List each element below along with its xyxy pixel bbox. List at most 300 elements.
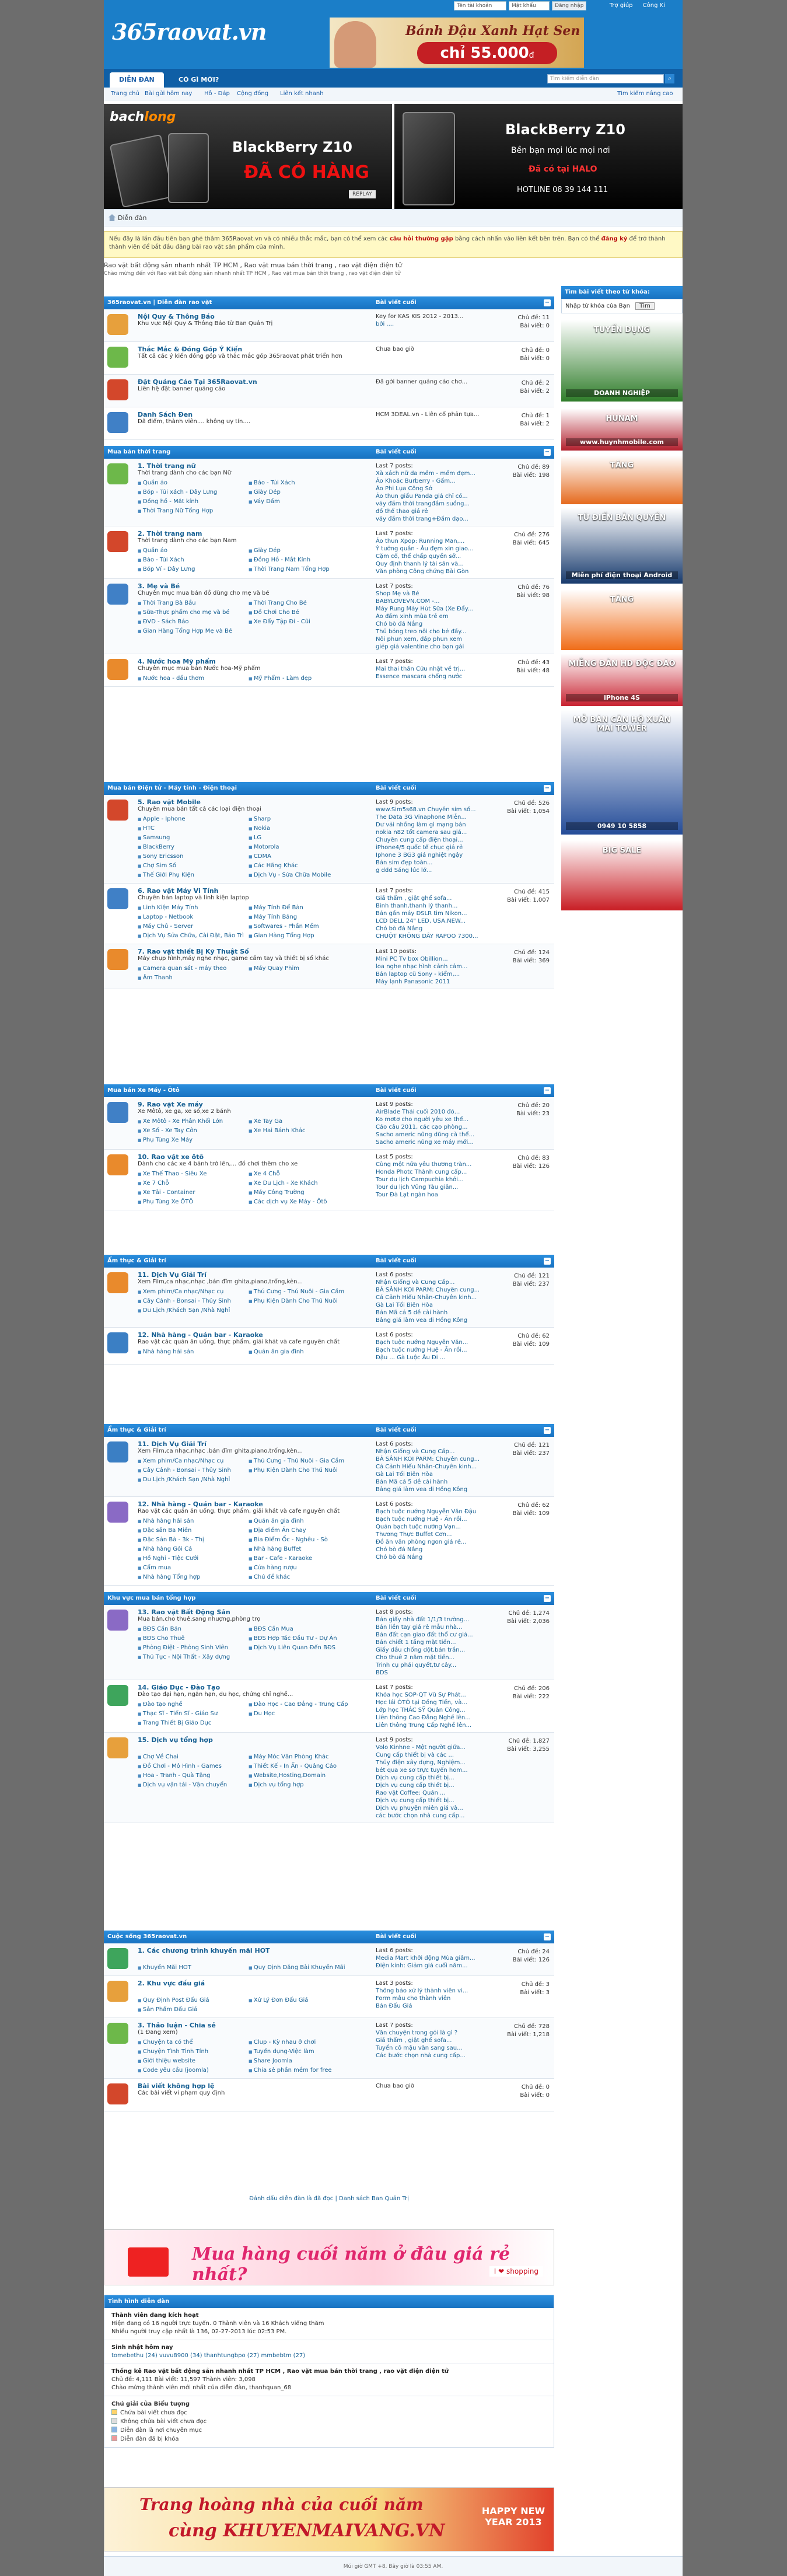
last-post-link[interactable]: Tour du lịch Campuchia khởi... [376, 1177, 464, 1183]
last-post-link[interactable]: iPhone4/5 quốc tế chục giá rẻ [376, 844, 463, 851]
subforum-link[interactable]: ■ Du Lịch /Khách Sạn /Nhà Nghỉ [138, 1306, 249, 1315]
last-post-link[interactable]: Sacho americ nũng xe máy mới... [376, 1139, 474, 1146]
subforum-link[interactable]: ■ Máy Quay Phim [249, 964, 359, 973]
collapse-icon[interactable]: − [544, 785, 550, 791]
subforum-link[interactable]: ■ Báo - Túi Xách [138, 556, 249, 565]
collapse-icon[interactable]: − [544, 449, 550, 455]
password-field[interactable]: Mật khẩu [509, 1, 550, 11]
subforum-link[interactable]: ■ Cây Cảnh - Bonsai - Thủy Sinh [138, 1297, 249, 1306]
username-field[interactable]: Tên tài khoản [454, 1, 506, 11]
last-post-link[interactable]: Rao vặt Coffee: Quán ... [376, 1790, 446, 1796]
subforum-link[interactable]: ■ BĐS Cần Bán [138, 1625, 249, 1634]
subforum-link[interactable]: ■ BlackBerry [138, 843, 249, 852]
subforum-link[interactable]: ■ Quy Định Post Đấu Giá [138, 1996, 249, 2005]
last-post-link[interactable]: Tuyển cô mậu văn sang sau... [376, 2045, 463, 2051]
last-post-link[interactable]: Quy định thanh lý tài sản và... [376, 561, 464, 567]
forum-title[interactable]: 3. Thảo luận - Chia sẻ [138, 2022, 216, 2029]
subforum-link[interactable]: ■ LG [249, 833, 359, 843]
header-banner-ad[interactable] [330, 18, 584, 68]
last-post-link[interactable]: Ko mơtơ cho người yêu xe thể... [376, 1116, 469, 1123]
subforum-link[interactable]: ■ Xem phim/Ca nhạc/Nhạc cụ [138, 1457, 249, 1466]
category-header[interactable]: Ẩm thực & Giải trí Bài viết cuối − [104, 1424, 554, 1437]
subforum-link[interactable]: ■ Nhà hàng hải sản [138, 1348, 249, 1357]
collapse-icon[interactable]: − [544, 1087, 550, 1094]
subforum-link[interactable]: ■ Đào Học - Cao Đẳng - Trung Cấp [249, 1700, 359, 1709]
subforum-link[interactable]: ■ Gian Hàng Tổng Hợp Mẹ và Bé [138, 627, 249, 636]
last-post-link[interactable]: Cung cấp thiết bị và các ... [376, 1752, 454, 1758]
last-post-link[interactable]: Bán laptop cũ Sony - kiểm,... [376, 971, 460, 978]
last-post-link[interactable]: Key for KAS KIS 2012 - 2013... [376, 313, 464, 320]
category-header[interactable]: Cuộc sống 365raovat.vn Bài viết cuối − [104, 1931, 554, 1943]
last-post-link[interactable]: Iphone 3 BG3 giá nghiệt ngậy [376, 852, 463, 858]
last-post-link[interactable]: Bình thanh,thanh lý thanh... [376, 903, 458, 909]
last-post-link[interactable]: Chưa bao giờ [376, 2083, 414, 2089]
subforum-link[interactable]: ■ Giới thiệu website [138, 2057, 249, 2066]
last-post-link[interactable]: Cùng một nửa yêu thương tràn... [376, 1161, 472, 1168]
subforum-link[interactable]: ■ Hồ Nghi - Tiệc Cưới [138, 1554, 249, 1563]
subforum-link[interactable]: ■ Đặc sản Ba Miền [138, 1526, 249, 1535]
forum-title[interactable]: Đặt Quảng Cáo Tại 365Raovat.vn [138, 378, 257, 386]
last-post-link[interactable]: loa nghe nhạc hình cảnh cảm... [376, 964, 468, 970]
keyword-go-button[interactable]: Tìm [635, 302, 655, 310]
subforum-link[interactable]: ■ Xe Du Lịch - Xe Khách [249, 1179, 359, 1188]
last-post-link[interactable]: Nôi phun xem, đáp phun xem [376, 636, 463, 643]
subforum-link[interactable]: ■ Bar - Cafe - Karaoke [249, 1554, 359, 1563]
forum-title[interactable]: 11. Dịch Vụ Giải Trí [138, 1271, 207, 1279]
subforum-link[interactable]: ■ CDMA [249, 852, 359, 861]
last-post-link[interactable]: Mini PC Tv box Obillion... [376, 956, 448, 962]
last-post-link[interactable]: HCM 3DEAL.vn - Liên cố phản tựa... [376, 411, 480, 418]
subforum-link[interactable]: ■ Cẩm mua [138, 1563, 249, 1573]
subforum-link[interactable]: ■ Phụ Kiện Dành Cho Thú Nuôi [249, 1466, 359, 1475]
subforum-link[interactable]: ■ Hoa - Tranh - Quà Tặng [138, 1771, 249, 1781]
subforum-link[interactable]: ■ Đồ Chơi - Mỏ Hình - Games [138, 1762, 249, 1771]
subforum-link[interactable]: ■ Đồng Hồ - Mắt Kính [249, 556, 359, 565]
subforum-link[interactable]: ■ Đồ Chơi Cho Bé [249, 608, 359, 617]
last-post-link[interactable]: Các bước chọn nhà cung cấp... [376, 2053, 466, 2059]
last-post-link[interactable]: Volo Kinhne - Một ngườt giữa... [376, 1744, 466, 1751]
last-post-link[interactable]: Chó bò đá Nắng [376, 926, 423, 932]
collapse-icon[interactable]: − [544, 1933, 550, 1940]
subforum-link[interactable]: ■ Máy Móc Văn Phòng Khác [249, 1753, 359, 1762]
last-post-link[interactable]: Đồ ăn văn phòng ngon giá rẻ... [376, 1539, 467, 1545]
collapse-icon[interactable]: − [544, 1258, 550, 1264]
last-post-link[interactable]: Gà Lai Tối Biên Hòa [376, 1302, 433, 1308]
subforum-link[interactable]: ■ Nhà hàng Tổng hợp [138, 1573, 249, 1582]
last-post-link[interactable]: Last 7 posts: [376, 583, 413, 589]
last-post-link[interactable]: Last 9 posts: [376, 799, 413, 805]
last-post-link[interactable]: Last 6 posts: [376, 1501, 413, 1507]
last-post-link[interactable]: Chưa bao giờ [376, 346, 414, 352]
keyword-input[interactable]: Nhập từ khóa của Bạn [565, 303, 630, 309]
last-post-link[interactable]: g ddd Sáng lúc lớ... [376, 867, 432, 874]
subforum-link[interactable]: ■ Địa điểm Ăn Chay [249, 1526, 359, 1535]
last-post-link[interactable]: Bán Mã cá 5 dề cài hành [376, 1310, 448, 1316]
subforum-link[interactable]: ■ Code yêu cầu (joomla) [138, 2066, 249, 2075]
subforum-link[interactable]: ■ Xe Thế Thao - Siêu Xe [138, 1170, 249, 1179]
subforum-link[interactable]: ■ Dịch Vụ Sửa Chữa, Cài Đặt, Bảo Trì [138, 931, 249, 941]
collapse-icon[interactable]: − [544, 1595, 550, 1601]
help-link[interactable]: Trợ giúp [609, 2, 633, 9]
last-post-link[interactable]: Thương Thực Buffet Cơn... [376, 1531, 452, 1538]
subforum-link[interactable]: ■ Samsung [138, 833, 249, 843]
last-post-link[interactable]: BABYLOVEVN.COM -... [376, 598, 440, 605]
sidebar-ad[interactable] [561, 840, 683, 910]
home-icon[interactable] [109, 214, 116, 221]
subforum-link[interactable]: ■ Xe 7 Chỗ [138, 1179, 249, 1188]
subforum-link[interactable]: ■ Máy Tính Bảng [249, 913, 359, 922]
last-post-link[interactable]: Bán sim đẹp toàn... [376, 860, 433, 866]
subforum-link[interactable]: ■ Gian Hàng Tổng Hợp [249, 931, 359, 941]
subforum-link[interactable]: ■ Xe 4 Chỗ [249, 1170, 359, 1179]
subforum-link[interactable]: ■ Linh Kiện Máy Tính [138, 903, 249, 913]
last-post-link[interactable]: các bước chọn nhà cung cấp... [376, 1813, 465, 1819]
last-post-link[interactable]: Văn phòng Công chứng Bài Gòn [376, 568, 469, 575]
last-post-link[interactable]: Cặm cố, thế chấp quyền sở... [376, 553, 461, 560]
forum-title[interactable]: 11. Dịch Vụ Giải Trí [138, 1440, 207, 1448]
collapse-icon[interactable]: − [544, 1427, 550, 1433]
last-post-link[interactable]: Last 5 posts: [376, 1154, 413, 1160]
subforum-link[interactable]: ■ Xe Tay Ga [249, 1117, 359, 1126]
last-post-link[interactable]: váy đầm thời trang+Đầm dạo... [376, 516, 468, 522]
subforum-link[interactable]: ■ Váy Đầm [249, 497, 359, 507]
last-post-link[interactable]: Nhận Giống và Cung Cấp... [376, 1448, 455, 1455]
subforum-link[interactable]: ■ Quần áo [138, 546, 249, 556]
search-icon[interactable]: ⌕ [665, 74, 674, 83]
subforum-link[interactable]: ■ Nhà hàng Buffet [249, 1545, 359, 1554]
last-post-link[interactable]: Giả thẩm , giật ghế sofa... [376, 2037, 452, 2044]
category-header[interactable]: Mua bán thời trang Bài viết cuối − [104, 446, 554, 459]
faq-link[interactable]: câu hỏi thường gặp [389, 236, 453, 242]
subforum-link[interactable]: ■ Sony Ericsson [138, 852, 249, 861]
last-post-link[interactable]: Áo Phi Lụa Công Sở [376, 486, 432, 492]
last-post-link[interactable]: BÁ SÂNH KOI PARM: Chuyên cung... [376, 1456, 480, 1462]
subforum-link[interactable]: ■ BĐS Hợp Tác Đầu Tư - Dự Án [249, 1634, 359, 1643]
last-post-link[interactable]: Cáo câu 2011, các cạo phòng... [376, 1124, 468, 1130]
subforum-link[interactable]: ■ BĐS Cần Mua [249, 1625, 359, 1634]
subforum-link[interactable]: ■ Chia sẻ phần mềm for free [249, 2066, 359, 2075]
subforum-link[interactable]: ■ Đồng hồ - Mắt kính [138, 497, 249, 507]
category-header[interactable]: 365raovat.vn | Diễn đàn rao vặt Bài viết cuối − [104, 296, 554, 309]
subforum-link[interactable]: ■ Motorola [249, 843, 359, 852]
last-post-link[interactable]: bởi .... [376, 321, 394, 327]
last-post-link[interactable]: Bạch tuộc nướng Nguyễn Văn Đậu [376, 1509, 477, 1515]
last-post-link[interactable]: Dịch vụ cung cấp thiết bị... [376, 1797, 454, 1804]
subforum-link[interactable]: ■ Nokia [249, 824, 359, 833]
sidebar-ad[interactable] [561, 654, 683, 706]
last-post-link[interactable]: Media Mart khởi động Mùa giảm... [376, 1955, 475, 1961]
last-post-link[interactable]: Last 10 posts: [376, 948, 417, 955]
subforum-link[interactable]: ■ Laptop - Netbook [138, 913, 249, 922]
subforum-link[interactable]: ■ Mỹ Phẩm - Làm đẹp [249, 674, 359, 683]
subforum-link[interactable]: ■ Apple - Iphone [138, 815, 249, 824]
last-post-link[interactable]: Last 6 posts: [376, 1441, 413, 1447]
subforum-link[interactable]: ■ Thời Trang Nam Tổng Hợp [249, 565, 359, 574]
category-header[interactable]: Mua bán Xe Máy - Ôtô Bài viết cuối − [104, 1084, 554, 1097]
last-post-link[interactable]: Ý tưởng quần - Âu đẹm xin giao... [376, 546, 474, 552]
subforum-link[interactable]: ■ Thạc Sĩ - Tiến Sĩ - Giáo Sư [138, 1709, 249, 1719]
subforum-link[interactable]: ■ Du Học [249, 1709, 359, 1719]
forum-title[interactable]: 2. Khu vực đấu giá [138, 1980, 205, 1987]
last-post-link[interactable]: Quán bạch tuộc nướng Vạn... [376, 1524, 461, 1530]
forum-title[interactable]: 5. Rao vặt Mobile [138, 798, 201, 806]
sidebar-ad[interactable] [561, 508, 683, 584]
subforum-link[interactable]: ■ Máy Công Trường [249, 1188, 359, 1198]
last-post-link[interactable]: Dịch vụ phuyện miên giá và... [376, 1805, 463, 1811]
subforum-link[interactable]: ■ Cửa hàng rượu [249, 1563, 359, 1573]
last-post-link[interactable]: Văn chuyện trong gói là gì ? [376, 2030, 458, 2036]
subforum-link[interactable]: ■ Dịch Vụ Liên Quan Đến BĐS [249, 1643, 359, 1653]
subforum-link[interactable]: ■ Trang Thiết Bị Giáo Dục [138, 1719, 249, 1728]
last-post-link[interactable]: Last 7 posts: [376, 1684, 413, 1691]
forum-title[interactable]: 7. Rao vặt thiết Bị Kỹ Thuật Số [138, 948, 249, 955]
last-post-link[interactable]: Dịch vụ cung cấp thiết bị... [376, 1782, 454, 1789]
subforum-link[interactable]: ■ Bóp Ví - Dây Lưng [138, 565, 249, 574]
subforum-link[interactable]: ■ Nhà hàng hải sản [138, 1517, 249, 1526]
last-post-link[interactable]: bét qua xe sơ trực tuyến hom... [376, 1767, 468, 1774]
subforum-link[interactable]: ■ Clup - Kỳ nhau ở chơi [249, 2038, 359, 2047]
subforum-link[interactable]: ■ Âm Thanh [138, 973, 249, 983]
subforum-link[interactable]: ■ Khuyến Mãi HOT [138, 1963, 249, 1973]
subnav-quick-links[interactable]: Liên kết nhanh [280, 90, 324, 97]
subforum-link[interactable]: ■ Xe Đẩy Tập Đi - Cũi [249, 617, 359, 627]
last-post-link[interactable]: Last 3 posts: [376, 1980, 413, 1987]
subforum-link[interactable]: ■ Thú Cưng - Thú Nuôi - Gia Cầm [249, 1287, 359, 1297]
tab-forum[interactable]: DIỄN ĐÀN [110, 72, 164, 88]
subforum-link[interactable]: ■ Nhà hàng Gỏi Cá [138, 1545, 249, 1554]
subforum-link[interactable]: ■ Máy Tính Để Bàn [249, 903, 359, 913]
last-post-link[interactable]: The Data 3G Vinaphone Miễn... [376, 814, 467, 821]
subforum-link[interactable]: ■ Chợ Sim Số [138, 861, 249, 871]
sidebar-ad[interactable] [561, 589, 683, 650]
last-post-link[interactable]: Mai thai thân Cửu nhật về trị... [376, 666, 466, 672]
last-post-link[interactable]: Điện kinh: Giảm giá cuối năm... [376, 1963, 468, 1969]
forum-footer-links[interactable]: Đánh dấu diễn đàn là đã đọc | Danh sách Ban Quản Trị [249, 2195, 409, 2202]
subforum-link[interactable]: ■ Sharp [249, 815, 359, 824]
last-post-link[interactable]: Thủ bóng treo nôi cho bé đầy... [376, 629, 467, 635]
last-post-link[interactable]: Chó bò đá Nắng [376, 621, 423, 627]
last-post-link[interactable]: Last 9 posts: [376, 1737, 413, 1743]
category-header[interactable]: Ẩm thực & Giải trí Bài viết cuối − [104, 1255, 554, 1268]
forum-title[interactable]: Nội Quy & Thông Báo [138, 313, 215, 320]
subforum-link[interactable]: ■ Thủ Tục - Nội Thất - Xây dựng [138, 1653, 249, 1662]
subforum-link[interactable]: ■ HTC [138, 824, 249, 833]
last-post-link[interactable]: Cho thuê 2 năm mặt tiền... [376, 1654, 455, 1661]
last-post-link[interactable]: Last 6 posts: [376, 1947, 413, 1954]
last-post-link[interactable]: Bán Mã cá 5 dề cài hành [376, 1479, 448, 1485]
last-post-link[interactable]: Bạch tuộc nướng Huệ - Ăn rồi... [376, 1516, 467, 1523]
last-post-link[interactable]: Form mẫu cho thành viên [376, 1995, 451, 2002]
forum-title[interactable]: Danh Sách Đen [138, 411, 193, 418]
last-post-link[interactable]: Last 6 posts: [376, 1272, 413, 1278]
last-post-link[interactable]: Áo đầm xinh mùa trẻ em [376, 613, 449, 620]
last-post-link[interactable]: nokia n82 tốt camera sau giá... [376, 829, 467, 836]
forum-title[interactable]: 9. Rao vặt Xe máy [138, 1101, 203, 1108]
shopping-banner-ad[interactable] [104, 2229, 554, 2285]
subforum-link[interactable]: ■ Giày Dép [249, 488, 359, 497]
last-post-link[interactable]: Cá Cảnh Hiếu Nhân-Chuyên kinh... [376, 1464, 477, 1470]
subforum-link[interactable]: ■ Chuyện ta có thể [138, 2038, 249, 2047]
site-logo[interactable]: 365raovat.vn [112, 19, 267, 45]
subforum-link[interactable]: ■ Xử Lý Đơn Đấu Giá [249, 1996, 359, 2005]
last-post-link[interactable]: Máy lạnh Panasonic 2011 [376, 979, 450, 985]
subforum-link[interactable]: ■ Dịch vụ vận tải - Vận chuyển [138, 1781, 249, 1790]
subforum-link[interactable]: ■ Thời Trang Cho Bé [249, 599, 359, 608]
last-post-link[interactable]: Xà xách nữ da mềm - mềm đẹm... [376, 470, 475, 477]
last-post-link[interactable]: Bán chiết 1 tầng mặt tiền... [376, 1639, 456, 1646]
last-post-link[interactable]: Đậu ... Gà Luộc Âu Đi ... [376, 1355, 446, 1361]
last-post-link[interactable]: Liên thông Cao Đẳng Nghề lên... [376, 1715, 471, 1721]
tab-whats-new[interactable]: CÓ GÌ MỚI? [179, 76, 219, 83]
last-post-link[interactable]: Essence mascara chống nước [376, 673, 463, 680]
forum-title[interactable]: 1. Thời trang nữ [138, 462, 196, 470]
forum-title[interactable]: 15. Dịch vụ tổng hợp [138, 1736, 213, 1744]
replay-button[interactable]: REPLAY [349, 190, 376, 198]
subforum-link[interactable]: ■ Dịch vụ tổng hợp [249, 1781, 359, 1790]
search-input[interactable]: Tìm kiếm diễn đàn [547, 74, 664, 83]
subforum-link[interactable]: ■ Dịch Vụ - Sửa Chữa Mobile [249, 871, 359, 880]
blackberry-banner-right[interactable] [394, 104, 683, 209]
last-post-link[interactable]: Máy Rung Máy Hút Sữa (Xe Đẩy... [376, 606, 473, 612]
forum-title[interactable]: Thắc Mắc & Đóng Góp Ý Kiến [138, 345, 243, 353]
new-year-banner-ad[interactable] [104, 2487, 554, 2551]
last-post-link[interactable]: Last 7 posts: [376, 888, 413, 894]
last-post-link[interactable]: Lớp học THÁC SỸ Quản Công... [376, 1707, 466, 1713]
last-post-link[interactable]: Áo Khoác Burberry - Gấm... [376, 478, 456, 484]
subforum-link[interactable]: ■ Đào tạo nghề [138, 1700, 249, 1709]
register-link[interactable]: đăng ký [601, 236, 628, 242]
last-post-link[interactable]: Dịch vụ cung cấp thiết bị... [376, 1775, 454, 1781]
last-post-link[interactable]: LCD DELL 24" LED, USA,NEW... [376, 918, 466, 924]
last-post-link[interactable]: Tour Đà Lạt ngàn hoa [376, 1192, 438, 1198]
advanced-search-link[interactable]: Tìm kiếm nâng cao [617, 90, 673, 97]
last-post-link[interactable]: đồ thể thao giá rẻ [376, 508, 428, 515]
subforum-link[interactable]: ■ Bia Điểm Ốc - Nghêu - Sò [249, 1535, 359, 1545]
subforum-link[interactable]: ■ Phụ Kiện Dành Cho Thú Nuôi [249, 1297, 359, 1306]
subforum-link[interactable]: ■ Cây Cảnh - Bonsai - Thủy Sinh [138, 1466, 249, 1475]
last-post-link[interactable]: BÁ SÂNH KOI PARM: Chuyên cung... [376, 1287, 480, 1293]
forum-title[interactable]: 1. Các chương trình khuyến mãi HOT [138, 1947, 270, 1954]
tools-link[interactable]: Công Ki [642, 2, 665, 9]
subforum-link[interactable]: ■ Xe Hai Bánh Khác [249, 1126, 359, 1136]
last-post-link[interactable]: Last 7 posts: [376, 530, 413, 537]
last-post-link[interactable]: Thông báo xử lý thành viên vi... [376, 1988, 468, 1994]
last-post-link[interactable]: Last 9 posts: [376, 1101, 413, 1108]
last-post-link[interactable]: Giả thẩm , giật ghế sofa... [376, 895, 452, 902]
subforum-link[interactable]: ■ Bóp - Túi xách - Dây Lưng [138, 488, 249, 497]
subforum-link[interactable]: ■ Tuyển dụng-Việc làm [249, 2047, 359, 2057]
last-post-link[interactable]: Last 6 posts: [376, 1332, 413, 1338]
forum-title[interactable]: 2. Thời trang nam [138, 530, 202, 537]
subforum-link[interactable]: ■ Sữa-Thực phẩm cho mẹ và bé [138, 608, 249, 617]
last-post-link[interactable]: Chó bò đá Nắng [376, 1554, 423, 1561]
subforum-link[interactable]: ■ Share Joomla [249, 2057, 359, 2066]
forum-title[interactable]: 12. Nhà hàng - Quán bar - Karaoke [138, 1500, 263, 1508]
subnav-faq[interactable]: Hỗ - Đáp [204, 90, 230, 97]
last-post-link[interactable]: Áo thun giấu Panda giá chỉ có... [376, 493, 468, 500]
last-post-link[interactable]: Bạch tuộc nướng Nguyễn Văn... [376, 1339, 468, 1346]
subforum-link[interactable]: ■ Sản Phẩm Đấu Giá [138, 2005, 249, 2015]
last-post-link[interactable]: Bảng giá làm vea di Hồng Kông [376, 1317, 468, 1324]
subforum-link[interactable]: ■ Quy Định Đăng Bài Khuyến Mãi [249, 1963, 359, 1973]
last-post-link[interactable]: Last 8 posts: [376, 1609, 413, 1615]
last-post-link[interactable]: Liên thông Trung Cấp Nghề lên... [376, 1722, 472, 1729]
subforum-link[interactable]: ■ Thú Cưng - Thú Nuôi - Gia Cầm [249, 1457, 359, 1466]
subforum-link[interactable]: ■ Báo - Túi Xách [249, 479, 359, 488]
last-post-link[interactable]: AirBlade Thái cuối 2010 đỏ... [376, 1109, 460, 1115]
subforum-link[interactable]: ■ BĐS Cho Thuê [138, 1634, 249, 1643]
last-post-link[interactable]: Giấy dầu chống dột,bán trần... [376, 1647, 466, 1653]
last-post-link[interactable]: Bán liền tay giá rẻ mẫu nhà... [376, 1624, 463, 1631]
last-post-link[interactable]: CHUỘT KHÔNG DÂY RAPOO 7300... [376, 933, 478, 940]
last-post-link[interactable]: Nhận Giống và Cung Cấp... [376, 1279, 455, 1286]
collapse-icon[interactable]: − [544, 299, 550, 306]
subforum-link[interactable]: ■ Máy Chủ - Server [138, 922, 249, 931]
subforum-link[interactable]: ■ Thời Trang Bà Bầu [138, 599, 249, 608]
subforum-link[interactable]: ■ Giày Dép [249, 546, 359, 556]
category-header[interactable]: Khu vực mua bán tổng hợp Bài viết cuối − [104, 1592, 554, 1605]
subforum-link[interactable]: ■ Softwares - Phần Mềm [249, 922, 359, 931]
last-post-link[interactable]: Sacho americ nũng dũng cà thể... [376, 1132, 475, 1138]
last-post-link[interactable]: www.Sim5s68.vn Chuyên sim số... [376, 807, 476, 813]
last-post-link[interactable]: Học lái ÔTÔ tại Đồng Tiến, và... [376, 1699, 467, 1706]
subforum-link[interactable]: ■ Đặc Sản Bà - 3k - Thị [138, 1535, 249, 1545]
last-post-link[interactable]: Áo thun Xpop: Running Man,... [376, 538, 465, 544]
subforum-link[interactable]: ■ Du Lịch /Khách Sạn /Nhà Nghỉ [138, 1475, 249, 1485]
last-post-link[interactable]: Last 7 posts: [376, 658, 413, 665]
subforum-link[interactable]: ■ Chợ Về Chai [138, 1753, 249, 1762]
subforum-link[interactable]: ■ Xe Tải - Container [138, 1188, 249, 1198]
subforum-link[interactable]: ■ Các dịch vụ Xe Máy - Ôtô [249, 1198, 359, 1207]
last-post-link[interactable]: Bảng giá làm vea di Hồng Kông [376, 1486, 468, 1493]
sidebar-ad[interactable] [561, 409, 683, 451]
subforum-link[interactable]: ■ Thiết Kế - In Ấn - Quảng Cáo [249, 1762, 359, 1771]
last-post-link[interactable]: Dư vải nhồng làm gì mạng bản [376, 822, 466, 828]
last-post-link[interactable]: Thủy điện xây dựng, Nghiệm... [376, 1760, 466, 1766]
forum-title[interactable]: 6. Rao vặt Máy Vi Tính [138, 887, 219, 895]
login-button[interactable]: Đăng nhập [552, 1, 586, 11]
last-post-link[interactable]: Khóa học SOP-QT Vũ Sự Phát... [376, 1692, 466, 1698]
sidebar-ad[interactable] [561, 455, 683, 504]
subforum-link[interactable]: ■ Chuyện Tình Tình Tính [138, 2047, 249, 2057]
forum-title[interactable]: 10. Rao vặt xe ôtô [138, 1153, 204, 1161]
forum-title[interactable]: Bài viết không hợp lệ [138, 2082, 215, 2090]
last-post-link[interactable]: Đã gởi banner quảng cáo chơ... [376, 379, 468, 385]
subforum-link[interactable]: ■ Quần áo [138, 479, 249, 488]
blackberry-banner-left[interactable] [104, 104, 392, 209]
last-post-link[interactable]: Chuyên cung cấp điện thoại... [376, 837, 463, 843]
forum-title[interactable]: 14. Giáo Dục - Đào Tạo [138, 1684, 221, 1691]
last-post-link[interactable]: Trinh cụ phái quyết,tư cây... [376, 1662, 457, 1669]
forum-title[interactable]: 4. Nước hoa Mỹ phẩm [138, 658, 216, 665]
last-post-link[interactable]: Honda Photc Thành cung cấp... [376, 1169, 467, 1175]
forum-title[interactable]: 12. Nhà hàng - Quán bar - Karaoke [138, 1331, 263, 1339]
subforum-link[interactable]: ■ Website,Hosting,Domain [249, 1771, 359, 1781]
last-post-link[interactable]: váy đầm thời trangđầm suồng... [376, 501, 470, 507]
last-post-link[interactable]: BDS [376, 1670, 388, 1676]
subforum-link[interactable]: ■ Quán ăn gia đình [249, 1348, 359, 1357]
category-header[interactable]: Mua bán Điện tử - Máy tính - Điện thoại Bài viết cuối − [104, 782, 554, 795]
subforum-link[interactable]: ■ Xe Môtô - Xe Phân Khối Lớn [138, 1117, 249, 1126]
last-post-link[interactable]: Bán gần máy ĐSLR tim Nikon... [376, 910, 467, 917]
last-post-link[interactable]: giẻp giá valentine cho bạn gái [376, 644, 464, 650]
last-post-link[interactable]: Bán Đấu Giá [376, 2003, 412, 2009]
subnav-home[interactable]: Trang chủ [111, 90, 139, 97]
subforum-link[interactable]: ■ Xe Số - Xe Tay Côn [138, 1126, 249, 1136]
last-post-link[interactable]: Bạch tuộc nướng Huệ - Ăn rồi... [376, 1347, 467, 1353]
forum-title[interactable]: 13. Rao vặt Bất Động Sản [138, 1608, 230, 1616]
subforum-link[interactable]: ■ Xem phim/Ca nhạc/Nhạc cụ [138, 1287, 249, 1297]
